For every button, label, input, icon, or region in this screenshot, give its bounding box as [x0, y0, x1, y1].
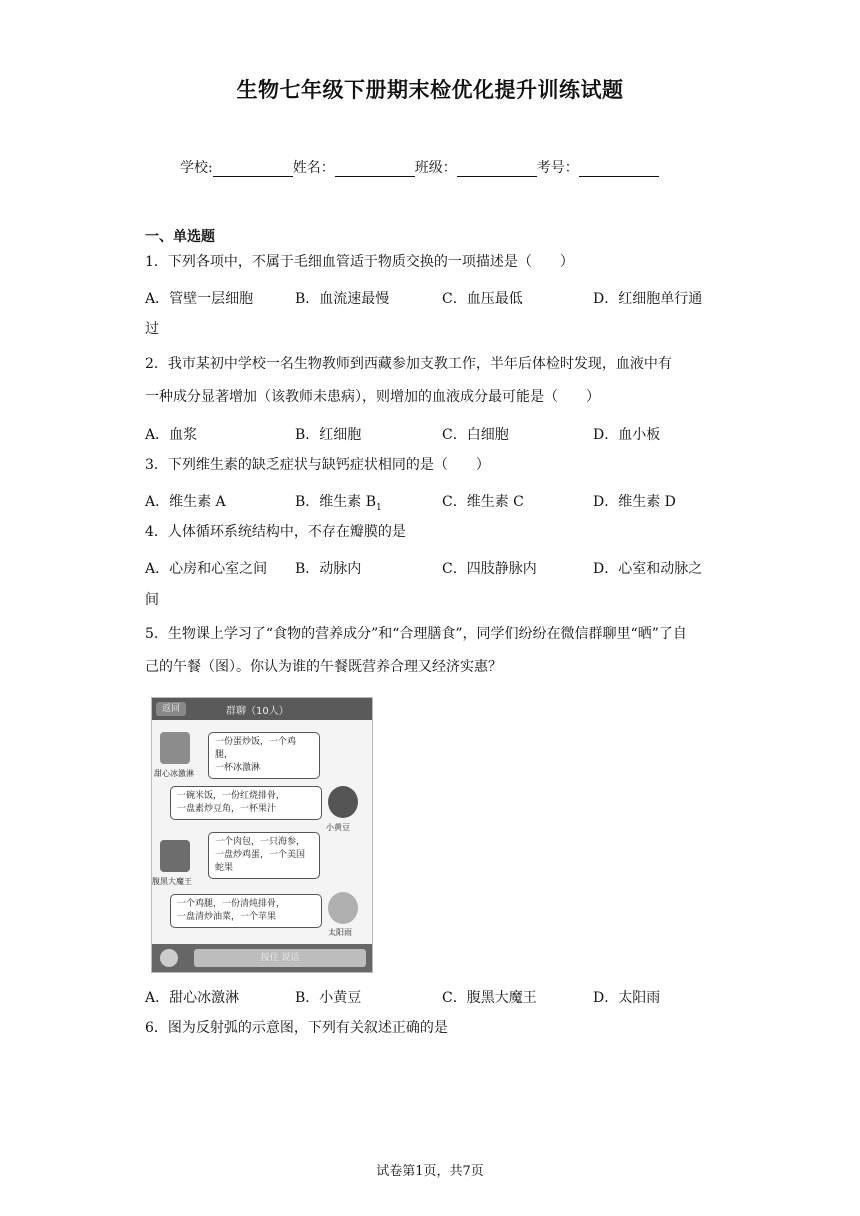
- avatar-icon: [160, 732, 190, 764]
- q1-option-d[interactable]: D．红细胞单行通: [593, 291, 703, 307]
- q3-option-b-subscript: 1: [376, 502, 382, 513]
- question-5-stem-line2: 己的午餐（图）。你认为谁的午餐既营养合理又经济实惠？: [145, 659, 502, 675]
- chat-back-button: 返回: [156, 702, 186, 716]
- name-label: 姓名：: [292, 160, 335, 176]
- chat-message-line: 蛇果: [215, 863, 234, 873]
- chat-message-line: 一个鸡腿，一份清炖排骨，: [177, 899, 286, 909]
- chat-message-line: 一盘清炒油菜，一个苹果: [177, 912, 277, 922]
- q2-option-b[interactable]: B．红细胞: [295, 427, 362, 443]
- chat-group-title: 群聊（10人）: [226, 706, 289, 717]
- class-blank[interactable]: [457, 162, 537, 177]
- chat-user-name: 太阳雨: [328, 928, 352, 937]
- q5-option-c[interactable]: C．腹黑大魔王: [442, 990, 537, 1006]
- question-2-stem-line1: 2．我市某初中学校一名生物教师到西藏参加支教工作，半年后体检时发现，血液中有: [145, 356, 672, 372]
- chat-message-line: 一杯冰激淋: [215, 763, 261, 773]
- avatar-icon: [328, 786, 358, 818]
- question-3-stem: 3．下列维生素的缺乏症状与缺钙症状相同的是（ ）: [145, 457, 490, 473]
- q5-option-b[interactable]: B．小黄豆: [295, 990, 362, 1006]
- q3-option-c[interactable]: C．维生素 C: [442, 494, 524, 510]
- school-label: 学校:: [180, 160, 213, 176]
- voice-toggle-icon: [160, 949, 178, 967]
- q3-option-a[interactable]: A．维生素 A: [145, 494, 226, 510]
- chat-message-line: 一个肉包，一只海参，: [215, 837, 306, 847]
- chat-user-name: 甜心冰激淋: [154, 769, 194, 778]
- chat-message-bubble: [208, 732, 320, 779]
- avatar-icon: [328, 892, 358, 924]
- chat-user-name: 腹黑大魔王: [152, 877, 192, 886]
- q1-option-b[interactable]: B．血流速最慢: [295, 291, 390, 307]
- chat-message-line: 一盘素炒豆角，一杯果汁: [177, 804, 277, 814]
- q2-option-a[interactable]: A．血浆: [145, 427, 198, 443]
- exam-no-label: 考号：: [536, 160, 579, 176]
- question-6-stem: 6．图为反射弧的示意图，下列有关叙述正确的是: [145, 1020, 448, 1036]
- chat-message-line: 一盘炒鸡蛋，一个美国: [215, 850, 306, 860]
- avatar-icon: [160, 840, 190, 872]
- question-4-stem: 4．人体循环系统结构中，不存在瓣膜的是: [145, 524, 406, 540]
- page-title: 生物七年级下册期末检优化提升训练试题: [236, 78, 624, 102]
- chat-header-bar: [152, 698, 372, 720]
- q4-option-a[interactable]: A．心房和心室之间: [145, 561, 268, 577]
- q2-option-c[interactable]: C．白细胞: [442, 427, 509, 443]
- chat-message-bubble: [208, 832, 320, 879]
- chat-input-bar: [152, 944, 372, 972]
- chat-message-bubble: [170, 894, 322, 928]
- q3-option-b[interactable]: [295, 491, 382, 513]
- chat-message-line: 一份蛋炒饭，一个鸡腿，: [215, 737, 297, 760]
- school-blank[interactable]: [213, 162, 293, 177]
- q4-option-d-wrap: 间: [145, 592, 159, 608]
- name-blank[interactable]: [335, 162, 415, 177]
- chat-message-bubble: [170, 786, 322, 820]
- chat-user-name: 小黄豆: [326, 823, 350, 832]
- exam-no-blank[interactable]: [579, 162, 659, 177]
- q4-option-c[interactable]: C．四肢静脉内: [442, 561, 537, 577]
- q2-option-d[interactable]: D．血小板: [593, 427, 661, 443]
- question-5-stem-line1: 5．生物课上学习了“食物的营养成分”和“合理膳食”，同学们纷纷在微信群聊里“晒”了自: [145, 626, 687, 642]
- q1-option-a[interactable]: A．管壁一层细胞: [145, 291, 254, 307]
- q1-option-d-wrap: 过: [145, 321, 159, 337]
- hold-to-talk-button: 按住 说话: [194, 949, 366, 967]
- class-label: 班级：: [414, 160, 457, 176]
- q1-option-c[interactable]: C．血压最低: [442, 291, 523, 307]
- question-1-stem: 1．下列各项中，不属于毛细血管适于物质交换的一项描述是（ ）: [145, 254, 574, 270]
- q5-option-d[interactable]: D．太阳雨: [593, 990, 661, 1006]
- q5-option-a[interactable]: A．甜心冰激淋: [145, 990, 240, 1006]
- q3-option-b-text: B．维生素 B: [295, 494, 377, 510]
- q3-option-d[interactable]: D．维生素 D: [593, 494, 676, 510]
- wechat-group-chat-figure: [151, 697, 373, 973]
- page-footer: 试卷第1页，共7页: [376, 1164, 484, 1179]
- chat-message-line: 一碗米饭，一份红烧排骨，: [177, 791, 286, 801]
- question-2-stem-line2: 一种成分显著增加（该教师未患病），则增加的血液成分最可能是（ ）: [145, 389, 600, 405]
- q4-option-d[interactable]: D．心室和动脉之: [593, 561, 703, 577]
- q4-option-b[interactable]: B．动脉内: [295, 561, 362, 577]
- student-info-line: [180, 157, 659, 177]
- section-heading: 一、单选题: [145, 229, 215, 245]
